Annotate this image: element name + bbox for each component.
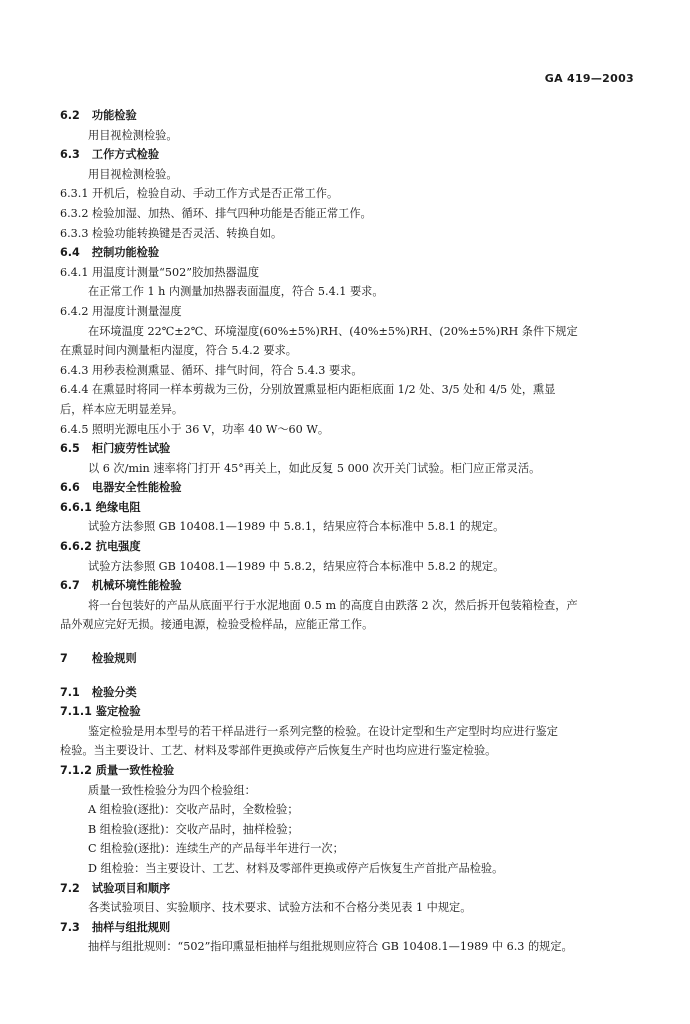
line-text: 将一台包装好的产品从底面平行于水泥地面 0.5 m 的高度自由跌落 2 次，然后拆开包装箱检查，产 xyxy=(88,598,578,612)
line-text: 抽样与组批规则 xyxy=(91,920,171,934)
paragraph-line xyxy=(60,165,640,185)
line-text: 检验加湿、加热、循环、排气四种功能是否能正常工作。 xyxy=(92,206,372,220)
paragraph-line xyxy=(60,596,640,616)
clause-number: 6.3.2 xyxy=(60,206,89,220)
section-heading xyxy=(60,439,640,459)
paragraph-line xyxy=(60,859,640,879)
section-heading xyxy=(60,106,640,126)
section-heading xyxy=(60,879,640,899)
clause-item xyxy=(60,184,640,204)
paragraph-continuation xyxy=(60,741,640,761)
clause-number: 6.6.1 xyxy=(60,500,92,514)
line-text: 用温度计测量“502”胶加热器温度 xyxy=(92,265,260,279)
paragraph-line xyxy=(60,126,640,146)
line-text: 抗电强度 xyxy=(95,540,141,554)
paragraph-line xyxy=(60,898,640,918)
document-body xyxy=(60,106,640,957)
paragraph-continuation xyxy=(60,400,640,420)
line-text: 试验方法参照 GB 10408.1—1989 中 5.8.2，结果应符合本标准中 5.8.2 的规定。 xyxy=(88,559,505,573)
spacer xyxy=(60,669,640,683)
clause-number: 6.4.3 xyxy=(60,363,89,377)
clause-item xyxy=(60,380,640,400)
clause-item xyxy=(60,420,640,440)
section-heading xyxy=(60,498,640,518)
paragraph-continuation xyxy=(60,615,640,635)
paragraph-line xyxy=(60,517,640,537)
paragraph-line xyxy=(60,322,640,342)
clause-number: 6.3.1 xyxy=(60,187,89,201)
section-heading xyxy=(60,918,640,938)
section-heading xyxy=(60,243,640,263)
clause-number: 7.1.1 xyxy=(60,705,92,719)
section-heading xyxy=(60,145,640,165)
paragraph-line xyxy=(60,839,640,859)
line-text: 检验。当主要设计、工艺、材料及零部件更换或停产后恢复生产时也均应进行鉴定检验。 xyxy=(60,744,497,758)
clause-item xyxy=(60,224,640,244)
clause-number: 6.3 xyxy=(60,148,80,162)
line-text: 检验规则 xyxy=(91,652,137,666)
clause-item xyxy=(60,204,640,224)
line-text: 在正常工作 1 h 内测量加热器表面温度，符合 5.4.1 要求。 xyxy=(88,285,384,299)
paragraph-line xyxy=(60,800,640,820)
section-heading xyxy=(60,649,640,669)
line-text: 试验方法参照 GB 10408.1—1989 中 5.8.1，结果应符合本标准中 5.8.1 的规定。 xyxy=(88,520,505,534)
paragraph-line xyxy=(60,937,640,957)
clause-number: 6.3.3 xyxy=(60,226,89,240)
line-text: 质量一致性检验分为四个检验组： xyxy=(88,783,256,797)
clause-number: 6.4.4 xyxy=(60,383,89,397)
line-text: 抽样与组批规则：“502”指印熏显柜抽样与组批规则应符合 GB 10408.1—1989 中 6.3 的规定。 xyxy=(88,940,573,954)
line-text: 绝缘电阻 xyxy=(95,500,141,514)
section-heading xyxy=(60,683,640,703)
line-text: 试验项目和顺序 xyxy=(91,881,171,895)
line-text: 用秒表检测熏显、循环、排气时间，符合 5.4.3 要求。 xyxy=(92,363,363,377)
line-text: 在环境温度 22℃±2℃、环境湿度(60%±5%)RH、(40%±5%)RH、(20%±5%)RH 条件下规定 xyxy=(88,324,578,338)
line-text: 功能检验 xyxy=(91,109,137,122)
clause-number: 6.6 xyxy=(60,481,80,495)
clause-number: 7.1 xyxy=(60,685,80,699)
line-text: 以 6 次/min 速率将门打开 45°再关上，如此反复 5 000 次开关门试验。柜门应正常灵活。 xyxy=(88,461,541,475)
line-text: 电器安全性能检验 xyxy=(91,481,182,495)
clause-item xyxy=(60,263,640,283)
section-heading xyxy=(60,761,640,781)
line-text: C 组检验(逐批)：连续生产的产品每半年进行一次； xyxy=(88,842,344,856)
line-text: 机械环境性能检验 xyxy=(91,579,182,593)
clause-number: 6.5 xyxy=(60,442,80,456)
paragraph-line xyxy=(60,557,640,577)
paragraph-line xyxy=(60,459,640,479)
clause-number: 6.4 xyxy=(60,246,80,260)
line-text: 各类试验项目、实验顺序、技术要求、试验方法和不合格分类见表 1 中规定。 xyxy=(88,901,472,915)
clause-number: 6.4.2 xyxy=(60,304,89,318)
clause-number: 6.6.2 xyxy=(60,540,92,554)
line-text: 柜门疲劳性试验 xyxy=(91,442,171,456)
paragraph-line xyxy=(60,722,640,742)
clause-number: 6.2 xyxy=(60,109,80,122)
line-text: 质量一致性检验 xyxy=(95,764,175,777)
line-text: 品外观应完好无损。接通电源，检验受检样品，应能正常工作。 xyxy=(60,618,374,632)
line-text: 鉴定检验 xyxy=(95,705,141,719)
document-code: GA 419—2003 xyxy=(544,72,634,85)
line-text: 照明光源电压小于 36 V，功率 40 W～60 W。 xyxy=(92,422,330,436)
paragraph-line xyxy=(60,282,640,302)
line-text: 检验功能转换键是否灵活、转换自如。 xyxy=(92,226,283,240)
clause-number: 7.3 xyxy=(60,920,80,934)
spacer xyxy=(60,635,640,649)
section-heading xyxy=(60,576,640,596)
clause-number: 6.4.1 xyxy=(60,265,89,279)
line-text: 检验分类 xyxy=(91,685,137,699)
section-heading xyxy=(60,537,640,557)
line-text: B 组检验(逐批)：交收产品时，抽样检验； xyxy=(88,822,299,836)
line-text: 用湿度计测量湿度 xyxy=(92,304,182,318)
clause-number: 6.4.5 xyxy=(60,422,89,436)
paragraph-line xyxy=(60,781,640,801)
line-text: 用目视检测检验。 xyxy=(88,128,178,142)
line-text: 在熏显时将同一样本剪裁为三份，分别放置熏显柜内距柜底面 1/2 处、3/5 处和 4/5 处，熏显 xyxy=(92,383,556,397)
line-text: 用目视检测检验。 xyxy=(88,167,178,181)
clause-item xyxy=(60,361,640,381)
line-text: A 组检验(逐批)：交收产品时，全数检验； xyxy=(88,803,299,817)
clause-number: 7.2 xyxy=(60,881,80,895)
line-text: D 组检验：当主要设计、工艺、材料及零部件更换或停产后恢复生产首批产品检验。 xyxy=(88,861,504,875)
section-heading xyxy=(60,478,640,498)
clause-number: 7.1.2 xyxy=(60,764,92,777)
clause-number: 7 xyxy=(60,652,68,666)
section-heading xyxy=(60,702,640,722)
line-text: 在熏显时间内测量柜内湿度，符合 5.4.2 要求。 xyxy=(60,344,297,358)
line-text: 后，样本应无明显差异。 xyxy=(60,402,184,416)
line-text: 鉴定检验是用本型号的若干样品进行一系列完整的检验。在设计定型和生产定型时均应进行鉴定 xyxy=(88,724,558,738)
line-text: 开机后，检验自动、手动工作方式是否正常工作。 xyxy=(92,187,339,201)
clause-item xyxy=(60,302,640,322)
paragraph-continuation xyxy=(60,341,640,361)
line-text: 工作方式检验 xyxy=(91,148,160,162)
paragraph-line xyxy=(60,820,640,840)
clause-number: 6.7 xyxy=(60,579,80,593)
line-text: 控制功能检验 xyxy=(91,246,160,260)
